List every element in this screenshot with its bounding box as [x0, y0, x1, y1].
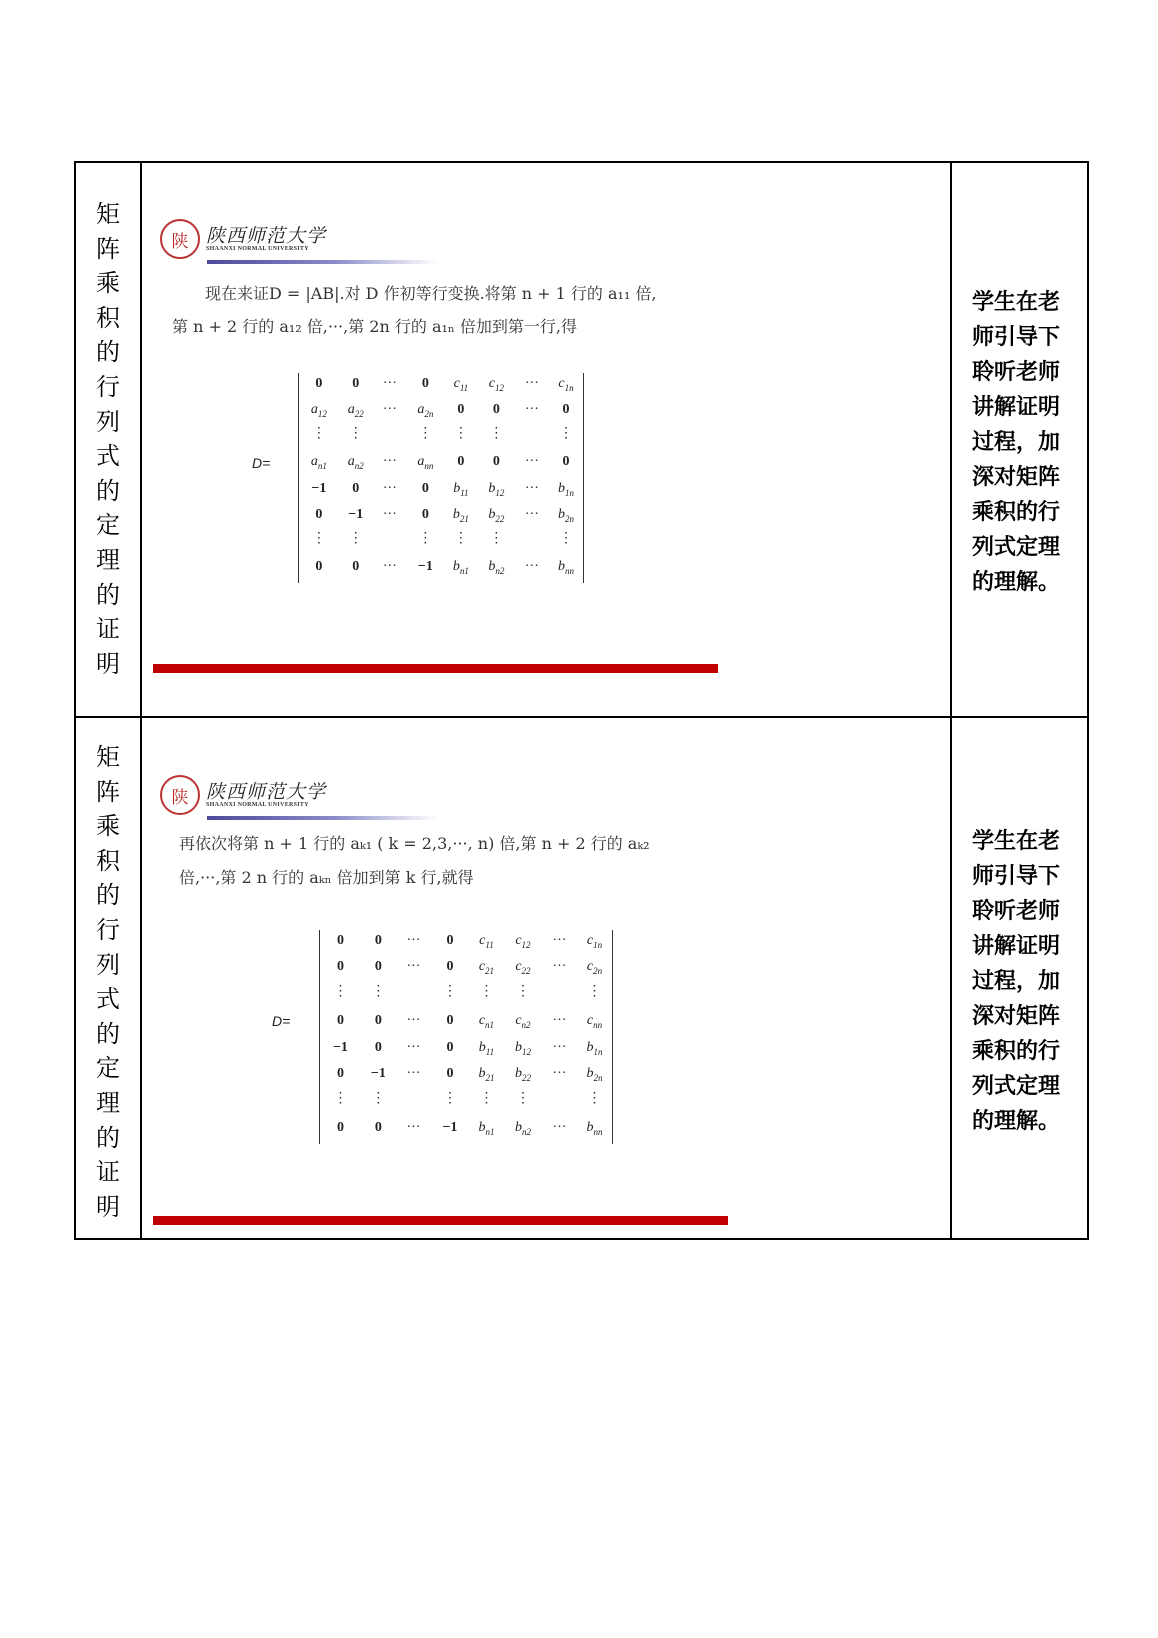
matrix-cell: 0: [315, 506, 323, 522]
matrix-cell: $b_{11}$: [453, 480, 469, 498]
matrix-cell: ···: [552, 932, 567, 948]
matrix-cell: 0: [562, 401, 570, 417]
matrix-cell: 0: [315, 559, 323, 575]
matrix-cell: ⋮: [489, 530, 504, 546]
matrix-cell: −1: [332, 1039, 348, 1055]
matrix-cell: $b_{1n}$: [557, 480, 574, 498]
matrix-cell: 0: [374, 1119, 382, 1135]
matrix-cell: ⋮: [333, 984, 348, 1000]
matrix-cell: 0: [446, 932, 454, 948]
slide-text-line-2: 倍,···,第 2 n 行的 aₖₙ 倍加到第 k 行,就得: [179, 868, 474, 887]
red-bar: [153, 664, 718, 673]
slide-image: [142, 163, 950, 716]
matrix-cell: ⋮: [442, 1091, 457, 1107]
matrix-cell: 0: [421, 506, 429, 522]
matrix-cell: ···: [406, 1012, 421, 1028]
matrix-cell: ···: [552, 1066, 567, 1082]
logo-underline: [207, 260, 437, 264]
note-cell: [951, 162, 1088, 717]
matrix-cell: ···: [552, 1039, 567, 1055]
matrix-cell: 0: [374, 932, 382, 948]
matrix-cell: ···: [382, 454, 397, 470]
matrix-cell: ⋮: [479, 1091, 494, 1107]
matrix-cell: −1: [311, 480, 327, 496]
seal-icon: 陕: [160, 775, 200, 815]
matrix-cell: $c_{n2}$: [515, 1012, 531, 1030]
determinant: [319, 930, 613, 1144]
title-char: 式: [96, 442, 120, 471]
matrix-cell: 0: [352, 559, 360, 575]
matrix-cell: ⋮: [558, 425, 573, 441]
title-char: 的: [96, 881, 120, 910]
matrix-cell: $b_{2n}$: [557, 506, 574, 524]
title-char: 明: [96, 1192, 120, 1221]
title-char: 的: [96, 476, 120, 505]
matrix-cell: 0: [336, 1119, 344, 1135]
matrix-cell: ⋮: [587, 984, 602, 1000]
matrix-cell: 0: [446, 1039, 454, 1055]
matrix-cell: $c_{2n}$: [586, 959, 603, 977]
title-char: 乘: [96, 269, 120, 298]
slide-text-line-2: 第 n + 2 行的 a₁₂ 倍,···,第 2n 行的 a₁ₙ 倍加到第一行,得: [172, 317, 577, 336]
matrix-cell: $b_{21}$: [452, 506, 469, 524]
row-title: [76, 718, 140, 1224]
slide-cell: [141, 717, 951, 1239]
matrix-cell: $b_{12}$: [514, 1039, 531, 1057]
matrix-cell: $c_{21}$: [478, 959, 495, 977]
title-char: 矩: [96, 743, 120, 771]
matrix-cell: ⋮: [311, 425, 326, 441]
matrix-cell: −1: [442, 1119, 458, 1135]
matrix-cell: 0: [315, 375, 323, 391]
logo-english-name: SHAANXI NORMAL UNIVERSITY: [206, 802, 309, 808]
title-char: 的: [96, 580, 120, 609]
title-char: 列: [96, 950, 120, 979]
matrix-cell: $b_{22}$: [488, 506, 505, 524]
matrix-cell: ⋮: [515, 984, 530, 1000]
matrix-cell: −1: [417, 559, 433, 575]
matrix-cell: ···: [552, 1119, 567, 1135]
matrix-cell: ···: [406, 932, 421, 948]
title-char: 行: [96, 372, 120, 401]
matrix-cell: $a_{nn}$: [417, 454, 434, 472]
matrix-cell: $b_{n1}$: [478, 1119, 495, 1137]
matrix-cell: ⋮: [333, 1091, 348, 1107]
logo-chinese-name: 陕西师范大学: [206, 781, 327, 803]
student-note: 学生在老师引导下聆听老师讲解证明过程，加深对矩阵乘积的行列式定理的理解。: [972, 829, 1061, 1134]
matrix-cell: ⋮: [311, 530, 326, 546]
row-title: [76, 163, 140, 681]
matrix-cell: ⋮: [479, 984, 494, 1000]
matrix-cell: ···: [382, 480, 397, 496]
title-char: 证: [96, 1158, 120, 1187]
matrix-cell: $c_{11}$: [453, 375, 469, 393]
matrix-cell: 0: [374, 1039, 382, 1055]
slide-text-line-1: 现在来证D = |AB|.对 D 作初等行变换.将第 n + 1 行的 a₁₁ 倍,: [205, 284, 657, 303]
title-char: 定: [96, 511, 120, 540]
matrix-cell: −1: [348, 506, 364, 522]
matrix-cell: $b_{n2}$: [488, 559, 505, 577]
matrix-cell: ⋮: [587, 1091, 602, 1107]
matrix-cell: 0: [336, 1066, 344, 1082]
matrix-cell: ···: [552, 959, 567, 975]
matrix-cell: 0: [336, 932, 344, 948]
matrix-cell: ⋮: [418, 425, 433, 441]
matrix-cell: $c_{nn}$: [586, 1012, 603, 1030]
slide-image: [142, 718, 950, 1238]
logo-english-name: SHAANXI NORMAL UNIVERSITY: [206, 246, 309, 252]
note-cell: [951, 717, 1088, 1239]
matrix-cell: ···: [382, 559, 397, 575]
determinant-label: D=: [272, 1013, 291, 1029]
table-row: [75, 162, 1088, 717]
matrix-cell: ⋮: [515, 1091, 530, 1107]
matrix-cell: $a_{n1}$: [310, 454, 327, 472]
title-char: 理: [96, 1088, 120, 1117]
matrix-cell: $b_{12}$: [488, 480, 505, 498]
matrix-cell: 0: [374, 959, 382, 975]
matrix-cell: ⋮: [418, 530, 433, 546]
lesson-table: [74, 161, 1089, 1240]
matrix-cell: 0: [336, 1012, 344, 1028]
title-char: 矩: [96, 200, 120, 228]
university-logo: [160, 775, 326, 815]
matrix-cell: $c_{1n}$: [558, 375, 574, 393]
matrix-cell: 0: [562, 454, 570, 470]
matrix-cell: 0: [446, 1066, 454, 1082]
row-title-cell: [75, 162, 141, 717]
title-char: 阵: [96, 234, 120, 263]
matrix-cell: ···: [524, 454, 539, 470]
matrix-cell: 0: [374, 1012, 382, 1028]
matrix-cell: $b_{21}$: [478, 1066, 495, 1084]
matrix-cell: $b_{2n}$: [586, 1066, 603, 1084]
title-char: 的: [96, 338, 120, 367]
matrix-cell: ⋮: [489, 425, 504, 441]
matrix-cell: $b_{1n}$: [586, 1039, 603, 1057]
title-char: 明: [96, 649, 120, 678]
matrix-cell: $b_{11}$: [478, 1039, 495, 1057]
matrix-cell: ···: [406, 959, 421, 975]
matrix-cell: $a_{22}$: [347, 401, 364, 419]
matrix-cell: ···: [524, 559, 539, 575]
matrix-cell: 0: [457, 401, 465, 417]
title-char: 证: [96, 615, 120, 644]
matrix-cell: ···: [552, 1012, 567, 1028]
matrix-cell: 0: [352, 375, 360, 391]
row-title-cell: [75, 717, 141, 1239]
matrix-cell: $c_{12}$: [515, 932, 531, 950]
matrix-cell: ⋮: [558, 530, 573, 546]
matrix-cell: $c_{11}$: [479, 932, 494, 950]
student-note: 学生在老师引导下聆听老师讲解证明过程，加深对矩阵乘积的行列式定理的理解。: [972, 290, 1061, 595]
matrix-cell: $c_{n1}$: [478, 1012, 495, 1030]
slide-text-line-1: 再依次将第 n + 1 行的 aₖ₁ ( k = 2,3,···, n) 倍,第 n + 2 行的 aₖ₂: [179, 834, 650, 853]
title-char: 的: [96, 1123, 120, 1152]
matrix-cell: ···: [524, 375, 539, 391]
matrix-cell: −1: [370, 1066, 386, 1082]
matrix-cell: $a_{2n}$: [417, 401, 434, 419]
matrix-cell: ···: [524, 401, 539, 417]
seal-icon: 陕: [160, 219, 200, 259]
matrix-cell: 0: [457, 454, 465, 470]
logo-chinese-name: 陕西师范大学: [206, 225, 327, 247]
matrix-cell: ⋮: [453, 530, 468, 546]
matrix-cell: $c_{22}$: [515, 959, 531, 977]
matrix-cell: ···: [406, 1119, 421, 1135]
matrix-cell: 0: [446, 959, 454, 975]
logo-underline: [207, 816, 437, 820]
matrix-cell: $b_{nn}$: [557, 559, 574, 577]
matrix-cell: ···: [524, 506, 539, 522]
matrix-cell: 0: [446, 1012, 454, 1028]
matrix-cell: $c_{12}$: [488, 375, 504, 393]
title-char: 的: [96, 1019, 120, 1048]
matrix-cell: ⋮: [348, 530, 363, 546]
title-char: 行: [96, 915, 120, 944]
matrix-cell: $b_{22}$: [514, 1066, 531, 1084]
title-char: 定: [96, 1054, 120, 1083]
matrix-cell: ···: [524, 480, 539, 496]
matrix-cell: $b_{n1}$: [452, 559, 469, 577]
matrix-cell: ⋮: [442, 984, 457, 1000]
matrix-cell: $a_{12}$: [310, 401, 327, 419]
title-char: 列: [96, 407, 120, 436]
matrix-cell: ···: [382, 375, 397, 391]
matrix-cell: ⋮: [348, 425, 363, 441]
matrix-cell: $b_{nn}$: [586, 1119, 603, 1137]
matrix-cell: ···: [406, 1066, 421, 1082]
title-char: 积: [96, 303, 120, 332]
matrix-cell: $c_{1n}$: [586, 932, 603, 950]
matrix-cell: 0: [492, 401, 500, 417]
matrix-cell: 0: [492, 454, 500, 470]
matrix-cell: ···: [382, 506, 397, 522]
slide-cell: [141, 162, 951, 717]
matrix-cell: 0: [336, 959, 344, 975]
matrix-cell: ···: [382, 401, 397, 417]
title-char: 式: [96, 985, 120, 1014]
university-logo: [160, 219, 326, 259]
matrix-cell: 0: [352, 480, 360, 496]
determinant: [298, 373, 584, 583]
red-bar: [153, 1216, 728, 1225]
matrix-cell: ⋮: [453, 425, 468, 441]
matrix-cell: $b_{n2}$: [514, 1119, 531, 1137]
matrix-cell: 0: [421, 480, 429, 496]
determinant-label: D=: [252, 455, 271, 471]
matrix-cell: ⋮: [371, 1091, 386, 1107]
matrix-cell: $a_{n2}$: [347, 454, 364, 472]
title-char: 积: [96, 846, 120, 875]
title-char: 阵: [96, 777, 120, 806]
title-char: 乘: [96, 812, 120, 841]
matrix-cell: ⋮: [371, 984, 386, 1000]
matrix-cell: ···: [406, 1039, 421, 1055]
table-row: [75, 717, 1088, 1239]
title-char: 理: [96, 545, 120, 574]
matrix-cell: 0: [421, 375, 429, 391]
